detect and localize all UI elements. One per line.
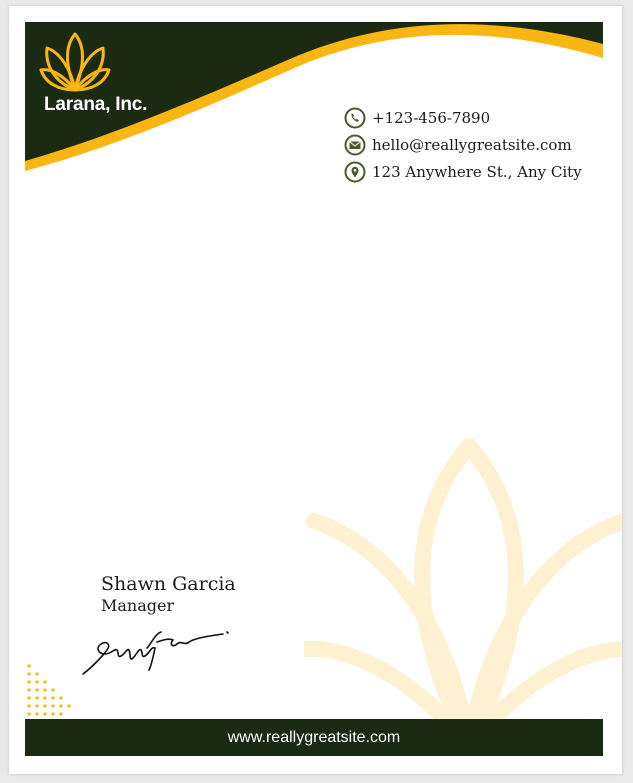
location-pin-icon (344, 161, 366, 183)
envelope-icon (344, 134, 366, 156)
lotus-watermark (304, 436, 622, 756)
contact-email-row (344, 131, 582, 158)
lotus-icon (39, 30, 111, 94)
letterhead-page (9, 6, 622, 774)
street-address: 123 Anywhere St., Any City (372, 162, 582, 181)
contact-info (344, 104, 582, 185)
phone-icon (344, 107, 366, 129)
email-address: hello@reallygreatsite.com (372, 135, 572, 154)
contact-address-row (344, 158, 582, 185)
footer-bar (25, 719, 603, 756)
signature-block (101, 572, 236, 616)
handwritten-signature (77, 618, 237, 682)
signer-name: Shawn Garcia (101, 573, 236, 595)
phone-number: +123-456-7890 (372, 108, 491, 127)
company-name: Larana, Inc. (44, 94, 148, 115)
website-link[interactable]: www.reallygreatsite.com (227, 728, 401, 746)
signer-title: Manager (101, 596, 175, 615)
contact-phone-row (344, 104, 582, 131)
